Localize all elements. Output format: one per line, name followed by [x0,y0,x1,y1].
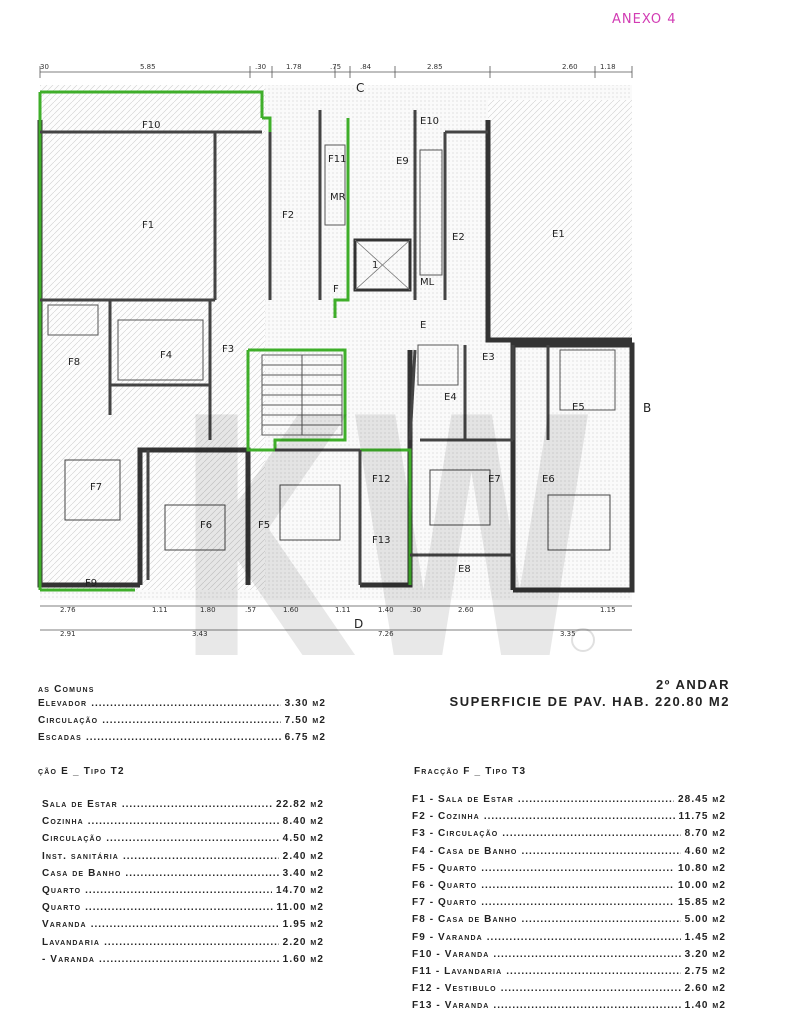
list-item [42,919,324,936]
room-label: F7 [90,482,103,493]
item-name: - Varanda [42,953,96,965]
list-item [42,885,324,902]
room-label: F9 [85,578,98,589]
section-mark-top: C [356,81,365,95]
item-name: F8 - Casa de Banho [412,914,518,926]
item-name: F2 - Cozinha [412,811,480,823]
top-dim-label: 2.60 [562,63,578,71]
top-dim-label: 5.85 [140,63,156,71]
section-mark-bottom: D [354,617,364,631]
bottom-dim-label: 7.26 [378,630,394,638]
room-label: E5 [572,402,585,413]
item-value: 15.85 m2 [678,897,726,909]
item-name: Lavandaria [42,936,101,948]
item-value: 14.70 m2 [276,884,324,896]
list-item [38,698,326,715]
item-name: Circulação [38,715,99,727]
item-value: 11.75 m2 [678,811,726,823]
list-item [412,811,726,828]
top-dim-label: 1.18 [600,63,616,71]
list-item [42,937,324,954]
room-label: F12 [372,474,391,485]
item-name: F13 - Varanda [412,1000,490,1012]
bottom-dim-label: 1.15 [600,606,616,614]
room-label: F5 [258,520,271,531]
room-label: F13 [372,535,391,546]
room-label: F11 [328,154,347,165]
list-item [412,794,726,811]
list-item [412,1000,726,1017]
item-name: F3 - Circulação [412,828,499,840]
room-label: F10 [142,120,161,131]
item-name: F7 - Quarto [412,897,478,909]
room-label: F [333,284,339,295]
annex-label: ANEXO 4 [612,12,677,27]
item-value: 1.95 m2 [282,919,324,931]
room-label: E6 [542,474,555,485]
watermark-logo [165,370,605,670]
item-value: 2.75 m2 [684,965,726,977]
item-value: 8.40 m2 [282,816,324,828]
room-label: F3 [222,344,235,355]
item-value: 10.80 m2 [678,862,726,874]
item-value: 2.60 m2 [684,983,726,995]
room-label: E [420,320,427,331]
item-value: 4.60 m2 [684,845,726,857]
item-name: Casa de Banho [42,867,122,879]
common-areas-title: as Comuns [38,684,95,695]
top-dim-label: .75 [330,63,342,71]
item-name: Elevador [38,698,88,709]
item-name: F9 - Varanda [412,931,483,943]
item-name: Escadas [38,732,82,744]
item-name: F6 - Quarto [412,879,478,891]
bottom-dim-label: 3.43 [192,630,208,638]
fraction-f-list [412,794,726,1017]
item-value: 3.30 m2 [284,698,326,709]
top-dim-label: 1.78 [286,63,302,71]
item-value: 28.45 m2 [678,794,726,805]
list-item [38,715,326,732]
room-label: ML [420,277,435,288]
room-label: E2 [452,232,465,243]
fraction-f-title: Fracção F _ Tipo T3 [414,766,527,777]
item-name: Quarto [42,884,82,896]
item-value: 22.82 m2 [276,799,324,810]
section-mark-right: B [643,401,652,415]
item-name: F1 - Sala de Estar [412,794,514,805]
list-item [412,966,726,983]
top-dim-label: .84 [360,63,372,71]
item-name: Cozinha [42,816,84,828]
list-item [42,868,324,885]
item-name: Sala de Estar [42,799,118,810]
room-label: F2 [282,210,295,221]
bottom-dim-label: 3.35 [560,630,576,638]
item-value: 7.50 m2 [284,715,326,727]
room-label: F8 [68,357,81,368]
bottom-dim-label: 1.11 [152,606,168,614]
top-dim-label: 30 [40,63,49,71]
item-name: Quarto [42,902,82,914]
bottom-dim-label: 1.80 [200,606,216,614]
item-name: Inst. sanitária [42,850,119,862]
fraction-e-list [42,799,324,971]
item-value: 10.00 m2 [678,879,726,891]
room-label: E3 [482,352,495,363]
list-item [42,799,324,816]
item-value: 2.20 m2 [282,936,324,948]
watermark-text: KW [175,370,595,670]
item-value: 4.50 m2 [282,833,324,845]
item-value: 8.70 m2 [684,828,726,840]
list-item [42,816,324,833]
item-name: Varanda [42,919,87,931]
item-value: 3.20 m2 [684,948,726,960]
list-item [412,846,726,863]
item-name: F5 - Quarto [412,862,478,874]
list-item [42,954,324,971]
item-value: 5.00 m2 [684,914,726,926]
bottom-dim-label: .30 [410,606,422,614]
top-dim-label: .30 [255,63,267,71]
item-value: 11.00 m2 [276,902,324,914]
list-item [412,914,726,931]
list-item [412,897,726,914]
list-item [38,732,326,749]
bottom-dim-label: 2.76 [60,606,76,614]
room-label: E9 [396,156,409,167]
list-item [412,949,726,966]
bottom-dim-label: 1.11 [335,606,351,614]
item-name: Circulação [42,833,103,845]
item-name: F11 - Lavandaria [412,965,503,977]
item-value: 1.45 m2 [684,931,726,943]
bottom-dim-label: 1.40 [378,606,394,614]
list-item [412,880,726,897]
room-label: F6 [200,520,213,531]
room-label: E4 [444,392,457,403]
item-name: F4 - Casa de Banho [412,845,518,857]
floor-name: 2º ANDAR [655,677,730,692]
fraction-e-title: ção E _ Tipo T2 [38,766,125,777]
common-areas-list [38,698,326,750]
list-item [412,932,726,949]
top-dim-label: 2.85 [427,63,443,71]
list-item [42,902,324,919]
item-value: 1.60 m2 [282,953,324,965]
list-item [412,863,726,880]
room-label: E8 [458,564,471,575]
item-value: 6.75 m2 [284,732,326,744]
list-item [42,851,324,868]
room-label: MR [330,192,346,203]
list-item [42,833,324,850]
list-item [412,828,726,845]
item-value: 2.40 m2 [282,850,324,862]
room-label: E1 [552,229,565,240]
room-label: 1 [372,260,379,271]
room-label: E10 [420,116,440,127]
room-label: F4 [160,350,173,361]
floor-area: SUPERFICIE DE PAV. HAB. 220.80 M2 [449,694,730,709]
floor-title [400,676,730,710]
item-name: F12 - Vestibulo [412,983,497,995]
bottom-dim-label: 1.60 [283,606,299,614]
item-value: 3.40 m2 [282,867,324,879]
bottom-dim-label: .57 [245,606,257,614]
room-label: F1 [142,220,155,231]
item-name: F10 - Varanda [412,948,490,960]
room-label: E7 [488,474,501,485]
item-value: 1.40 m2 [684,1000,726,1012]
list-item [412,983,726,1000]
bottom-dim-label: 2.91 [60,630,76,638]
bottom-dim-label: 2.60 [458,606,474,614]
